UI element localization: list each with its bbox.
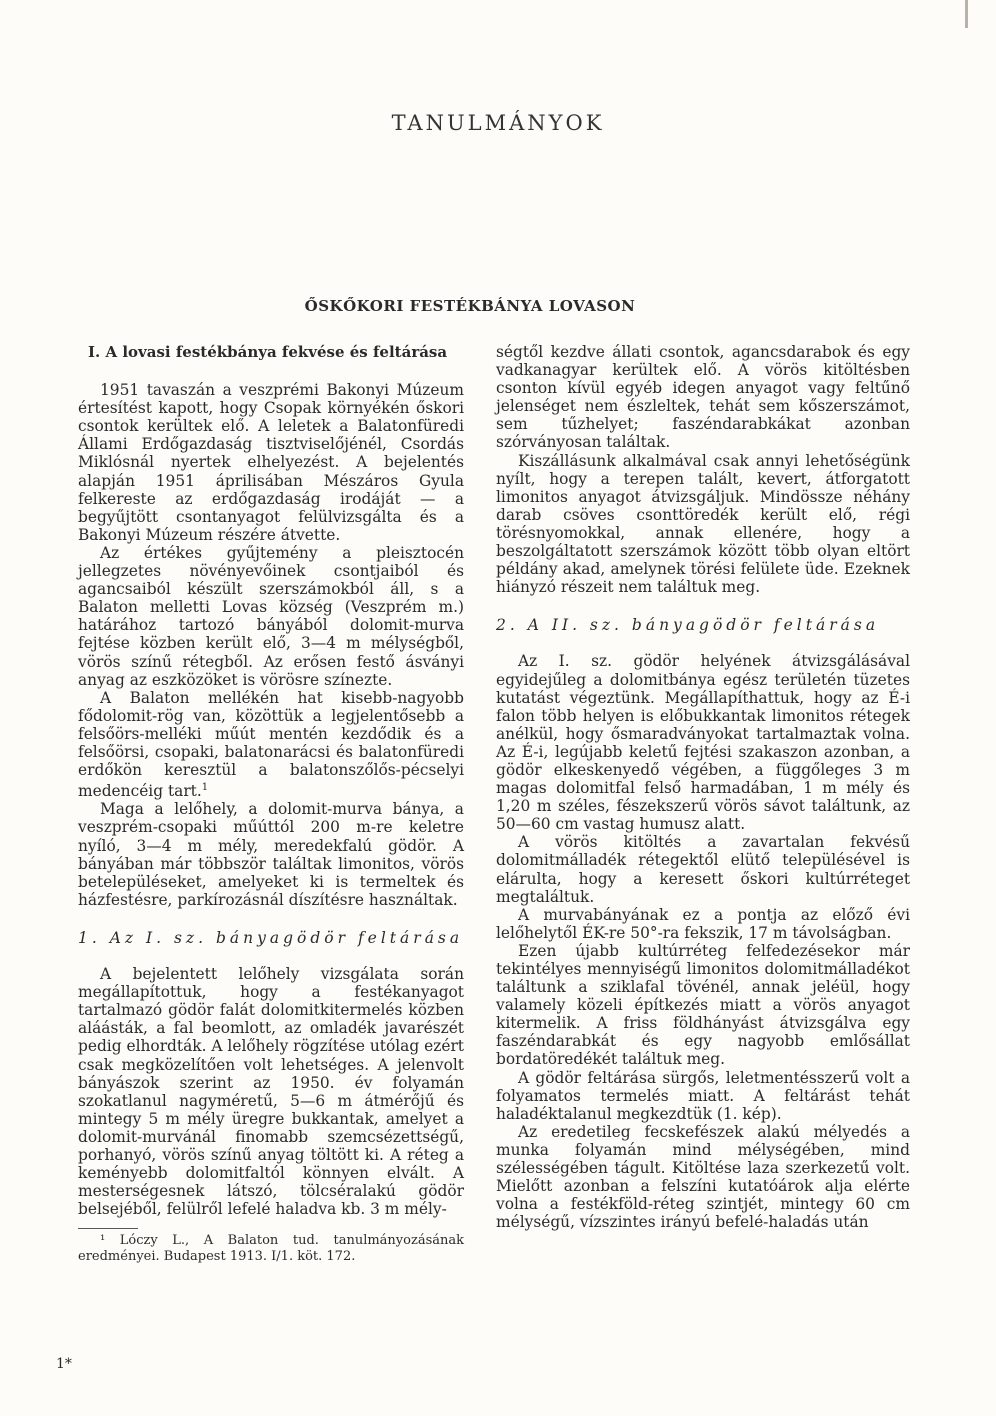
paragraph — [496, 942, 910, 1069]
paragraph-text: ségtől kezdve állati csontok, agancsdarabok és egy vadkanagyar kerültek elő. A vörös kitöltésben csonton kívül egyéb idegen anyagot vagy feltűnő jelenséget nem észleltek, tehát sem kőszerszámot, sem tűzhelyet; faszéndarabkákat azonban szórványosan találtak. — [496, 343, 910, 452]
subsection-heading: 2. A II. sz. bányagödör feltárása — [496, 616, 880, 635]
paragraph — [496, 1069, 910, 1123]
paragraph-text: Az I. sz. gödör helyének átvizsgálásával egyidejűleg a dolomitbánya egész területén tüzetes kutatást végeztünk. Megállapíthattuk, hogy az É-i falon több helyen is előbukkantak limonitos rétegek anélkül, hogy ősmaradványokat tartalmaztak volna. Az É-i, legújabb keletű fejtési szakaszon azonban, a gödör elkeskenyedő végében, a függőleges 3 m magas dolomitfal felső harmadában, 1 m mély és 1,20 m széles, fészekszerű vörös sávot találtunk, az 50—60 cm vastag humusz alatt. — [496, 652, 910, 834]
paragraph — [496, 833, 910, 905]
paragraph-text: Az értékes gyűjtemény a pleisztocén jellegzetes növényevőinek csontjaiból és agancsaiból készült szerszámokból áll, s a Balaton melletti Lovas község (Veszprém m.) határához tartozó bányából dolomit-murva fejtése közben került elő, 3—4 m mélységből, vörös színű rétegből. Az erősen festő ásványi anyag az eszközöket is vörösre színezte. — [78, 543, 464, 689]
paragraph-text: A Balaton mellékén hat kisebb-nagyobb fődolomit-rög van, közöttük a legjelentősebb a felsőörs-melléki műút mentén kezdődik és a felsőörsi, csopaki, balatonarácsi és balatonfüredi erdőkön keresztül a balatonszőlős-pécselyi medencéig tart. — [78, 688, 464, 801]
paragraph — [78, 965, 464, 1218]
article-title: ŐSKŐKORI FESTÉKBÁNYA LOVASON — [304, 297, 636, 315]
chapter-heading: I. A lovasi festékbánya fekvése és feltárása — [88, 343, 448, 361]
paragraph — [496, 1123, 910, 1232]
paragraph — [496, 906, 910, 942]
footnote-divider — [78, 1228, 138, 1229]
paragraph-text: Maga a lelőhely, a dolomit-murva bánya, a veszprém-csopaki műúttól 200 m-re keletre nyíló, 3—4 m mély, meredekfalú gödör. A bányában már többször találtak limonitos, vörös betelepüléseket, amelyeket ki is termeltek és házfestésre, parkírozásnál díszítésre használtak. — [78, 800, 464, 909]
paragraph — [78, 381, 464, 544]
paragraph — [78, 689, 464, 801]
paragraph-text: Kiszállásunk alkalmával csak annyi lehetőségünk nyílt, hogy a terepen talált, kevert, átforgatott limonitos anyagot átvizsgáljuk. Mindössze néhány darab csöves csonttöredék került elő, régi törésnyomokkal, annak ellenére, hogy a beszolgáltatott szerszámok között több olyan eltört példány akad, amelynek törési felülete üde. Ezeknek hiányzó részeit nem találtuk meg. — [496, 451, 910, 597]
paragraph — [496, 452, 910, 597]
paragraph-text: Az eredetileg fecskefészek alakú mélyedés a munka folyamán mind mélységében, mind szélességében tágult. Kitöltése laza szerkezetű volt. Mielőtt azonban a felszíni kutatóárok alja elérte volna a festékföld-réteg szintjét, mintegy 60 cm mélységű, vízszintes irányú befelé-haladás után — [496, 1122, 910, 1232]
right-column — [496, 343, 910, 1231]
paragraph-text: A vörös kitöltés a zavartalan fekvésű dolomitmálladék rétegektől elütő településével is elárulta, hogy a keresett őskori kultúrréteget megtaláltuk. — [496, 833, 910, 906]
paragraph-text: A gödör feltárása sürgős, leletmentésszerű volt a folyamatos termelés miatt. A feltárást tehát haladéktalanul megkezdtük (1. kép). — [496, 1068, 910, 1123]
paragraph-text: A murvabányának ez a pontja az előző évi lelőhelytől ÉK-re 50°-ra fekszik, 17 m távolságban. — [496, 905, 910, 942]
paragraph-text: Ezen újabb kultúrréteg felfedezésekor már tekintélyes mennyiségű limonitos dolomitmálladékot találtunk a sziklafal tövénél, annak jeléül, hogy valamely közeli építkezés miatt a vörös anyagot kitermelik. A friss földhányást átvizsgálva egy faszéndarabkát és egy nagyobb emlősállat bordatöredékét találtuk meg. — [496, 941, 910, 1069]
left-column — [78, 343, 464, 1265]
section-header: TANULMÁNYOK — [391, 111, 605, 135]
page-edge-mark — [965, 0, 968, 28]
paragraph — [78, 544, 464, 689]
subsection-heading: 1. Az I. sz. bányagödör feltárása — [78, 928, 464, 947]
paragraph-text: 1951 tavaszán a veszprémi Bakonyi Múzeum értesítést kapott, hogy Csopak környékén őskori csontok kerültek elő. A leletek a Balatonfüredi Állami Erdőgazdaság tisztviselőjénél, Csordás Miklósnál nyertek elhelyezést. A bejelentés alapján 1951 áprilisában Mészáros Gyula felkereste az erdőgazdaság irodáját — a begyűjtött csontanyagot felülvizsgálta és a Bakonyi Múzeum részére átvette. — [78, 381, 464, 544]
paragraph — [496, 652, 910, 833]
paragraph-text: A bejelentett lelőhely vizsgálata során megállapítottuk, hogy a festékanyagot tartalmazó gödör falát dolomitkitermelés közben aláásták, a fal beomlott, az omladék javarészét pedig elhordták. A lelőhely rögzítése utólag ezért csak megközelítően volt lehetséges. A jelenvolt bányászok szerint az 1950. év folyamán szokatlanul nagyméretű, 5—6 m átmérőjű és mintegy 5 m mély üregre bukkantak, amelyet a dolomit-murvánál finomabb szemcsézettségű, porhanyó, vörös színű anyag töltött ki. A réteg a keményebb dolomitfaltól könnyen elvált. A mesterségesnek látszó, tölcséralakú gödör belsejéből, felülről lefelé haladva kb. 3 m mély- — [78, 965, 464, 1219]
signature-mark: 1* — [56, 1356, 72, 1372]
paragraph — [496, 343, 910, 452]
footnote: ¹ Lóczy L., A Balaton tud. tanulmányozásának eredményei. Budapest 1913. I/1. köt. 172. — [78, 1233, 464, 1265]
paragraph — [78, 800, 464, 909]
footnote-ref: 1 — [201, 782, 209, 794]
